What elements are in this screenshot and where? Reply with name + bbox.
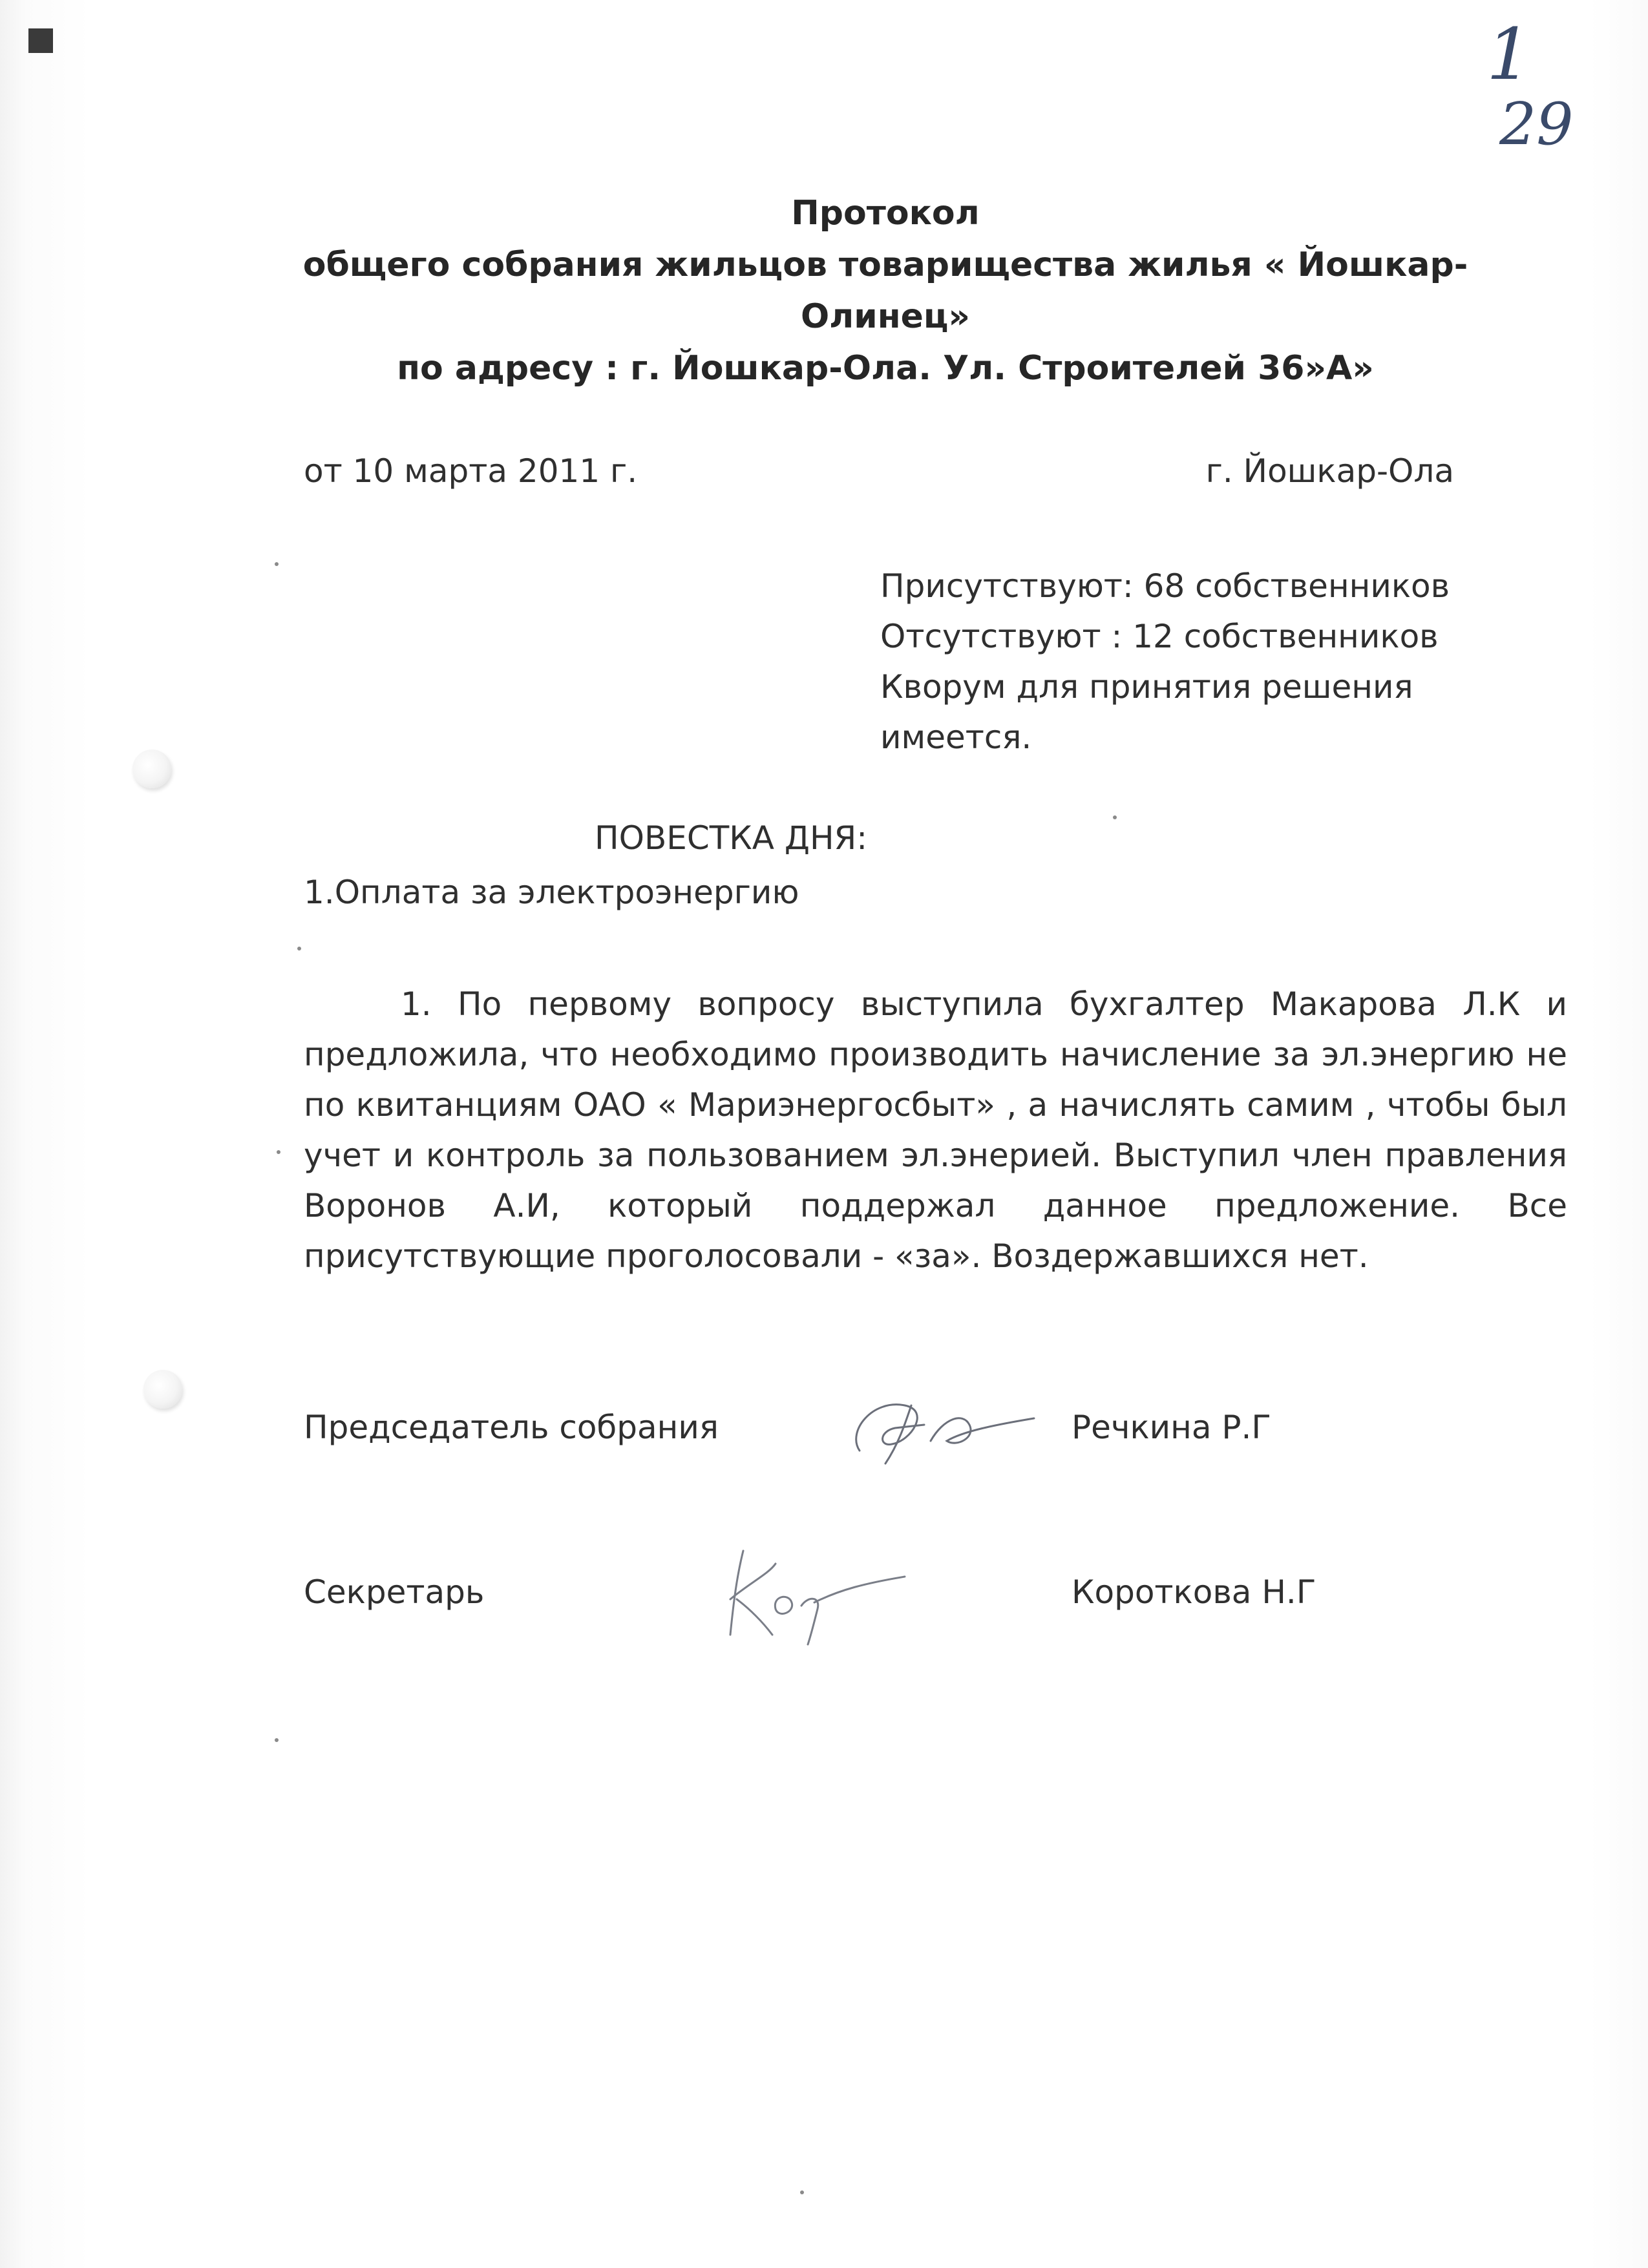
- chair-name: Речкина Р.Г: [1072, 1409, 1271, 1446]
- meeting-date: от 10 марта 2011 г.: [304, 452, 638, 490]
- secretary-role-label: Секретарь: [304, 1573, 485, 1611]
- chair-signature-icon: [834, 1380, 1047, 1476]
- title-line-2: общего собрания жильцов товарищества жилья « Йошкар-: [302, 246, 1468, 284]
- secretary-name: Короткова Н.Г: [1072, 1573, 1316, 1611]
- secretary-signature-icon: [698, 1538, 918, 1648]
- scan-speck: [275, 1738, 279, 1742]
- quorum-line-1: Кворум для принятия решения: [880, 668, 1413, 706]
- handwritten-page-number: 1: [1486, 13, 1532, 96]
- discussion-paragraph: 1. По первому вопросу выступила бухгалтер Макарова Л.К и предложила, что необходимо производить начисление за эл.энергию не по квитанциям ОАО « Мариэнергосбыт» , а начислять самим , чтобы был учет и контроль за пользованием эл.энерией. Выступил член правления Воронов А.И, который поддержал данное предложение. Все присутствующие проголосовали - «за». Воздержавшихся нет.: [304, 985, 1567, 1275]
- punch-hole-bottom: [143, 1370, 182, 1409]
- meeting-city: г. Йошкар-Ола: [1205, 452, 1454, 490]
- scan-speck: [800, 2190, 804, 2194]
- scanner-corner-mark: [28, 28, 53, 53]
- agenda-item-1: 1.Оплата за электроэнергию: [304, 874, 799, 911]
- scan-speck: [275, 562, 279, 566]
- title-line-3: Олинец»: [800, 297, 971, 336]
- scan-speck: [1113, 815, 1117, 819]
- scan-speck: [277, 1150, 280, 1154]
- present-count: Присутствуют: 68 собственников: [880, 567, 1450, 605]
- quorum-line-2: имеется.: [880, 719, 1032, 756]
- chair-signature-row: [304, 1392, 1467, 1489]
- absent-count: Отсутствуют : 12 собственников: [880, 618, 1439, 655]
- attendance-block: [880, 561, 1450, 762]
- title-line-1: Протокол: [791, 194, 980, 233]
- title-line-4: по адресу : г. Йошкар-Ола. Ул. Строителей 36»А»: [397, 349, 1374, 388]
- handwritten-sheet-number: 29: [1499, 90, 1574, 158]
- agenda-heading: ПОВЕСТКА ДНЯ:: [595, 819, 868, 857]
- secretary-signature-row: [304, 1557, 1467, 1654]
- chair-role-label: Председатель собрания: [304, 1409, 719, 1446]
- scan-speck: [297, 947, 301, 950]
- punch-hole-top: [132, 750, 171, 788]
- document-title: [284, 187, 1486, 394]
